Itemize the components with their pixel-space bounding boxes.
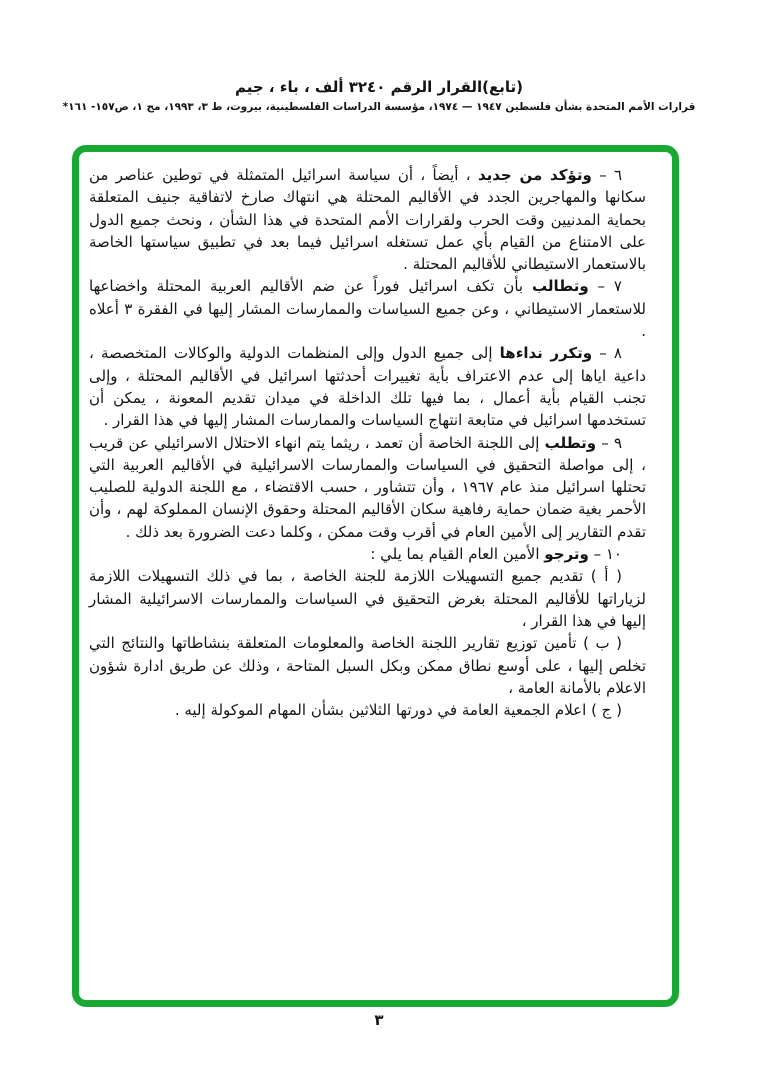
paragraph-lead: وتطالب [531, 277, 589, 296]
paragraph-text: إلى اللجنة الخاصة أن تعمد ، ريثما يتم انهاء الاحتلال الاسرائيلي عن قريب ، إلى مواصلة التحقيق في السياسات والممارسات الاسرائيلية في الأقاليم العربية التي تحتلها اسرائيل منذ عام ١٩٦٧ ، وأن تتشاور ، حسب الاقتضاء ، مع اللجنة الدولية للصليب الأحمر بغية ضمان حماية رفاهية سكان الأقاليم المحتلة وحقوق الإنسان المملوكة لهم ، وأن تقدم التقارير إلى الأمين العام في أقرب وقت ممكن ، وكلما دعت الضرورة بعد ذلك . [89, 433, 646, 541]
page-number: ٣ [374, 1011, 384, 1029]
paragraph-text: الأمين العام القيام بما يلي : [370, 545, 540, 564]
paragraph-lead: وترجو [544, 545, 589, 564]
paragraph-lead: وتطلب [544, 433, 597, 452]
subparagraph-jim [89, 699, 646, 721]
subparagraph-letter: ( أ ) [590, 567, 622, 586]
paragraph-7 [89, 275, 646, 342]
subparagraph-ba [89, 632, 646, 699]
paragraph-number: ٦ – [599, 166, 623, 184]
paragraph-8 [89, 342, 646, 431]
paragraph-number: ١٠ – [593, 545, 622, 564]
paragraph-text: ، أيضاً ، أن سياسة اسرائيل المتمثلة في توطين عناصر من سكانها والمهاجرين الجدد في الأقاليم المحتلة هي انتهاك صارخ لاتفاقية جنيف المتعلقة بحماية المدنيين وقت الحرب ولقرارات الأمم المتحدة في هذا الشأن ، ونحث جميع الدول على الامتناع من القيام بأي عمل تستغله اسرائيل فيما بعد في تطبيق سياستها الخاصة بالاستعمار الاستيطاني للأقاليم المحتلة . [89, 166, 646, 274]
document-header [0, 78, 758, 113]
paragraph-10 [89, 543, 646, 565]
paragraph-number: ٧ – [597, 277, 622, 296]
paragraph-text: تأمين توزيع تقارير اللجنة الخاصة والمعلومات المتعلقة بنشاطاتها والنتائج التي تخلص إليها ، على أوسع نطاق ممكن وبكل السبل المتاحة ، وذلك عن طريق ادارة شؤون الاعلام بالأمانة العامة ، [89, 634, 646, 697]
header-title: (تابع)القرار الرقم ٣٢٤٠ ألف ، باء ، جيم [234, 78, 524, 96]
resolution-body [89, 164, 646, 721]
paragraph-text: اعلام الجمعية العامة في دورتها الثلاثين بشأن المهام الموكولة إليه . [174, 701, 587, 720]
paragraph-text: تقديم جميع التسهيلات اللازمة للجنة الخاصة ، بما في ذلك التسهيلات اللازمة لزياراتها للأقاليم المحتلة بغرض التحقيق في السياسات والممارسات الاسرائيلية المشار إليها في هذا القرار ، [89, 567, 646, 630]
paragraph-lead: وتكرر نداءها [499, 344, 593, 363]
header-source-citation: قرارات الأمم المتحدة بشأن فلسطين ١٩٤٧ — ١٩٧٤، مؤسسة الدراسات الفلسطينية، بيروت، ط ٣، ١٩٩٣، مج ١، ص١٥٧- ١٦١* [62, 101, 696, 113]
subparagraph-alif [89, 565, 646, 632]
subparagraph-letter: ( ب ) [583, 634, 622, 653]
paragraph-6 [89, 164, 646, 275]
paragraph-lead: وتؤكد من جديد [477, 166, 592, 184]
paragraph-text: إلى جميع الدول وإلى المنظمات الدولية والوكالات المتخصصة ، داعية اياها إلى عدم الاعتراف بأية تغييرات أحدثتها اسرائيل في الأقاليم المحتلة ، وإلى تجنب القيام بأية أعمال ، بما فيها تلك الداخلة في ميدان تقديم المعونة ، يمكن أن تستخدمها اسرائيل في متابعة انتهاج السياسات والممارسات المشار إليها في هذا القرار . [89, 344, 646, 430]
paragraph-number: ٨ – [599, 344, 622, 363]
paragraph-number: ٩ – [601, 433, 623, 452]
paragraph-text: بأن تكف اسرائيل فوراً عن ضم الأقاليم العربية المحتلة واخضاعها للاستعمار الاستيطاني ، وعن جميع السياسات والممارسات المشار إليها في الفقرة ٣ أعلاه . [89, 277, 646, 341]
paragraph-9 [89, 432, 646, 543]
green-border-frame [72, 145, 679, 1007]
subparagraph-letter: ( ج ) [591, 701, 622, 720]
